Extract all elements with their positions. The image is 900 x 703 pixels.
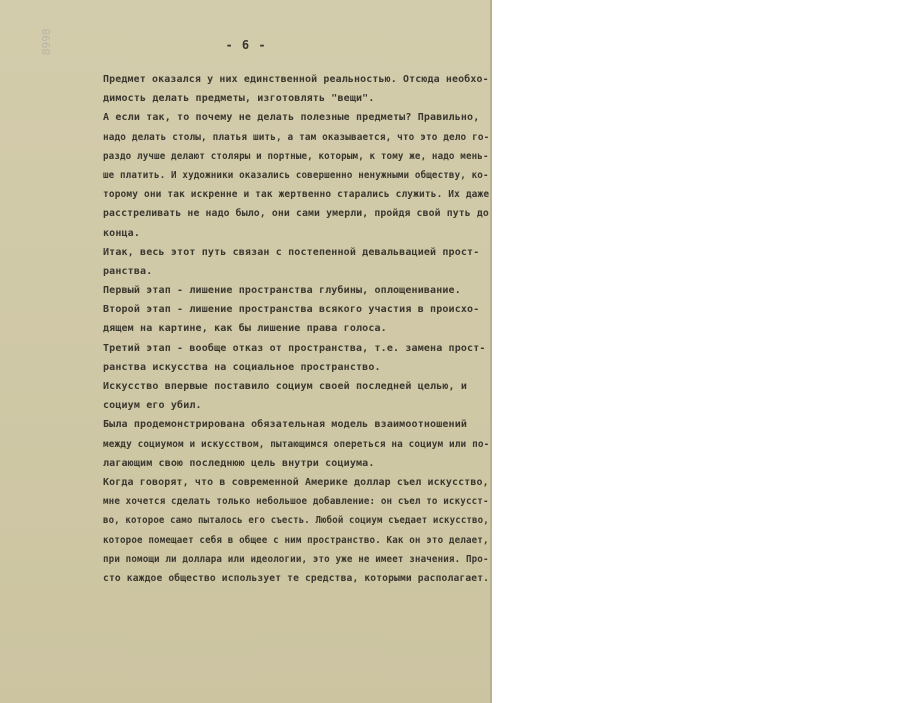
- text-line: надо делать столы, платья шить, а там оказывается, что это дело го-: [103, 131, 490, 143]
- text-line: во, которое само пыталось его съесть. Любой социум съедает искусство,: [103, 515, 489, 527]
- text-line: А если так, то почему не делать полезные предметы? Правильно,: [103, 112, 480, 124]
- text-line: между социумом и искусством, пытающимся опереться на социум или по-: [103, 438, 490, 450]
- text-line: Искусство впервые поставило социум своей последней целью, и: [103, 381, 468, 392]
- text-line: Предмет оказался у них единственной реальностью. Отсюда необхо-: [103, 74, 489, 85]
- archive-stamp: 8998: [40, 28, 53, 55]
- text-line: при помощи ли доллара или идеологии, это уже не имеет значения. Про-: [103, 553, 489, 565]
- body-text: [103, 70, 489, 588]
- text-line: расстреливать не надо было, они сами умерли, пройдя свой путь до: [103, 208, 489, 220]
- text-line: Второй этап - лишение пространства всякого участия в происхо-: [103, 304, 480, 316]
- text-line: торому они так искренне и так жертвенно старались служить. Их даже: [103, 189, 490, 201]
- text-line: Первый этап - лишение пространства глубины, оплощенивание.: [103, 285, 461, 297]
- text-line: сто каждое общество использует те средства, которыми располагает.: [103, 572, 490, 584]
- text-line: Итак, весь этот путь связан с постепенной девальвацией прост-: [103, 246, 480, 258]
- text-line: конца.: [103, 227, 141, 239]
- text-line: Была продемонстрирована обязательная модель взаимоотношений: [103, 419, 468, 431]
- text-line: димость делать предметы, изготовлять "вещи".: [103, 93, 375, 105]
- page-number: - 6 -: [225, 38, 267, 52]
- text-line: Третий этап - вообще отказ от пространства, т.е. замена прост-: [103, 342, 486, 354]
- text-line: раздо лучше делают столяры и портные, которым, к тому же, надо мень-: [103, 150, 489, 162]
- text-line: ранства искусства на социальное пространство.: [103, 361, 381, 373]
- text-line: социум его убил.: [103, 400, 202, 412]
- text-line: ше платить. И художники оказались совершенно ненужными обществу, ко-: [103, 169, 489, 181]
- text-line: ранства.: [103, 265, 153, 277]
- text-line: мне хочется сделать только небольшое добавление: он съел то искусст-: [103, 496, 489, 508]
- text-line: Когда говорят, что в современной Америке доллар съел искусство,: [103, 476, 489, 488]
- text-line: дящем на картине, как бы лишение права голоса.: [103, 323, 387, 335]
- text-line: лагающим свою последнюю цель внутри социума.: [103, 457, 375, 469]
- text-line: которое помещает себя в общее с ним пространство. Как он это делает,: [103, 534, 489, 546]
